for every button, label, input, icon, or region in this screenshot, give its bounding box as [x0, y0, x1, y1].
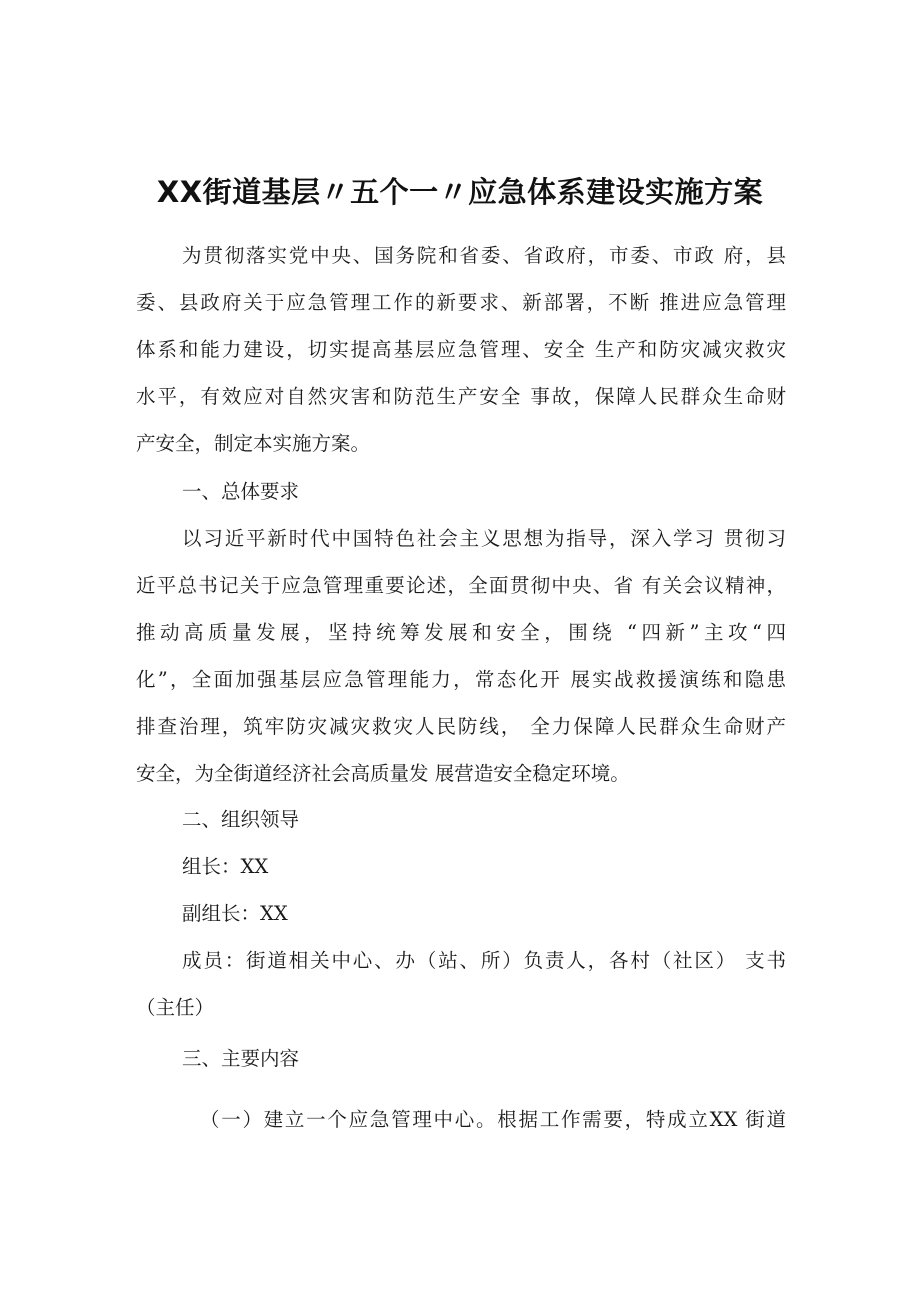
intro-line: 为贯彻落实党中央、国务院和省委、省政府，市委、市政 府，县 [182, 244, 786, 267]
document-title: XX街道基层〃五个一〃应急体系建设实施方案 [156, 175, 764, 209]
members-line: 成员：街道相关中心、办（站、所）负责人，各村（社区） 支书 [182, 949, 786, 972]
leader-line: 组长：XX [182, 855, 269, 878]
section1-line: 安全，为全街道经济社会高质量发 展营造安全稳定环境。 [136, 762, 630, 785]
intro-line: 水平，有效应对自然灾害和防范生产安全 事故，保障人民群众生命财 [136, 385, 786, 408]
intro-line: 委、县政府关于应急管理工作的新要求、新部署，不断 推进应急管理 [136, 291, 786, 314]
section1-line: 推动高质量发展，坚持统筹发展和安全，围绕 “四新”主攻“四 [136, 621, 786, 644]
section1-line: 排查治理，筑牢防灾减灾救灾人民防线， 全力保障人民群众生命财产 [136, 715, 786, 738]
intro-line: 体系和能力建设，切实提高基层应急管理、安全 生产和防灾减灾救灾 [136, 338, 786, 361]
section-heading-content: 三、主要内容 [182, 1047, 300, 1070]
intro-line: 产安全，制定本实施方案。 [136, 432, 371, 455]
item1-line: （一）建立一个应急管理中心。根据工作需要，特成立XX 街道 [200, 1108, 786, 1131]
deputy-leader-line: 副组长：XX [182, 902, 288, 925]
section1-line: 近平总书记关于应急管理重要论述，全面贯彻中央、省 有关会议精神， [136, 574, 786, 597]
section1-line: 化”，全面加强基层应急管理能力，常态化开 展实战救援演练和隐患 [136, 668, 786, 691]
section-heading-organization: 二、组织领导 [182, 808, 300, 831]
members-line: （主任） [136, 996, 215, 1019]
section-heading-general: 一、总体要求 [182, 480, 300, 503]
section1-line: 以习近平新时代中国特色社会主义思想为指导，深入学习 贯彻习 [182, 527, 786, 550]
